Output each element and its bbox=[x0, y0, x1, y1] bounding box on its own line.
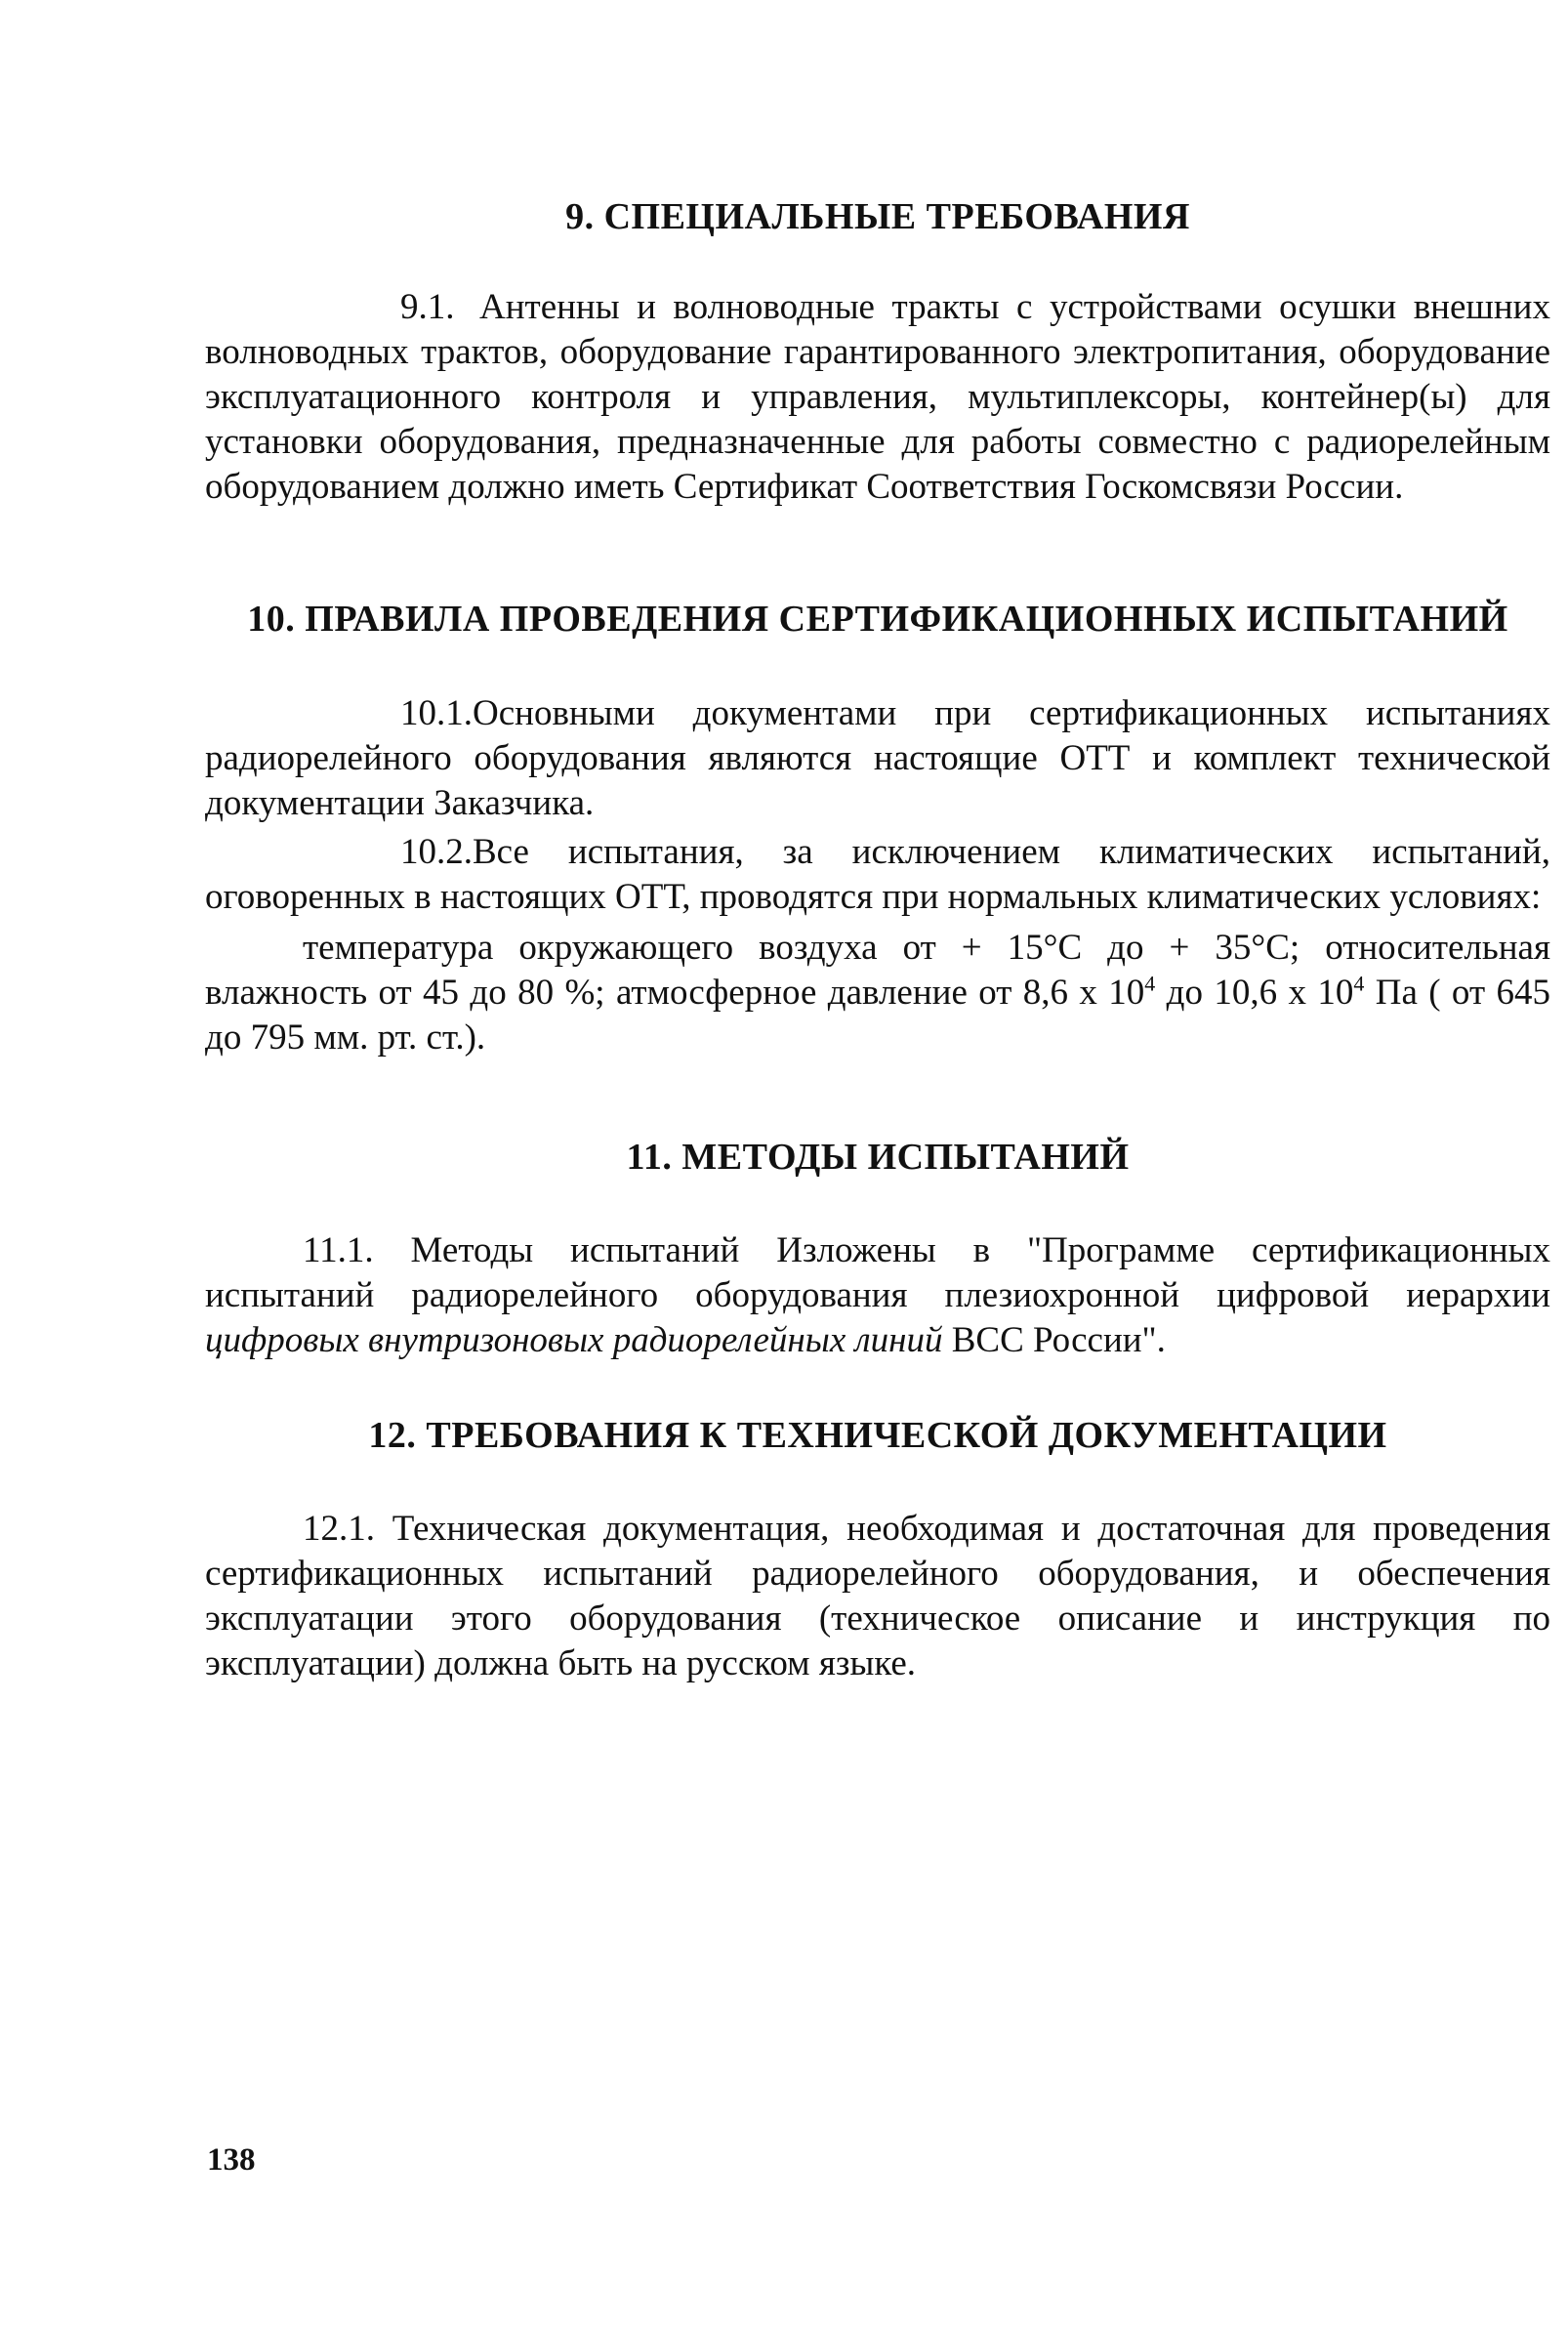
paragraph-12-1-text: 12.1. Техническая документация, необходимая и достаточная для проведения сертификационных испытаний радиорелейного оборудования, и обеспечения эксплуатации этого оборудования (техническое описание и инструкция по эксплуатации) должна быть на русском языке. bbox=[205, 1509, 1550, 1683]
paragraph-10-2-text: Все испытания, за исключением климатических испытаний, оговоренных в настоящих ОТТ, проводятся при нормальных климатических условиях: bbox=[205, 832, 1550, 917]
section-11-body bbox=[205, 1228, 1550, 1363]
paragraph-10-2-number: 10.2. bbox=[400, 832, 473, 872]
paragraph-10-1-text: Основными документами при сертификационных испытаниях радиорелейного оборудования являются настоящие ОТТ и комплект технической документации Заказчика. bbox=[205, 693, 1550, 823]
section-12 bbox=[205, 1414, 1550, 1459]
section-10-body bbox=[205, 691, 1550, 1060]
conditions-part-3: Па ( от 645 до 795 мм. рт. ст.). bbox=[205, 973, 1550, 1058]
paragraph-11-1-text: 11.1. Методы испытаний Изложены в "Программе сертификационных испытаний радиорелейного оборудования плезиохронной цифровой иерархии bbox=[205, 1230, 1550, 1315]
section-9-heading: 9. СПЕЦИАЛЬНЫЕ ТРЕБОВАНИЯ bbox=[565, 196, 1190, 237]
paragraph-10-2 bbox=[205, 830, 1550, 920]
paragraph-12-1 bbox=[205, 1507, 1550, 1686]
section-12-body bbox=[205, 1507, 1550, 1686]
paragraph-11-1-tail: ВСС России". bbox=[942, 1320, 1166, 1360]
paragraph-9-1-text: Антенны и волноводные тракты с устройствами осушки внешних волноводных трактов, оборудование гарантированного электропитания, оборудование эксплуатационного контроля и управления, мультиплексоры, контейнер(ы) для установки оборудования, предназначенные для работы совместно с радиорелейным оборудованием должно иметь Сертификат Соответствия Госкомсвязи России. bbox=[205, 287, 1550, 507]
page-number: 138 bbox=[207, 2142, 256, 2178]
paragraph-11-1 bbox=[205, 1228, 1550, 1363]
section-10-heading: 10. ПРАВИЛА ПРОВЕДЕНИЯ СЕРТИФИКАЦИОННЫХ ИСПЫТАНИЙ bbox=[247, 599, 1508, 640]
section-9 bbox=[205, 195, 1550, 240]
conditions-part-2: до 10,6 х 10 bbox=[1155, 973, 1354, 1013]
conditions-part-1: температура окружающего воздуха от + 15°С до + 35°С; относительная влажность от 45 до 80 %; атмосферное давление от 8,6 х 10 bbox=[205, 928, 1550, 1013]
section-9-body bbox=[205, 285, 1550, 510]
section-11-heading: 11. МЕТОДЫ ИСПЫТАНИЙ bbox=[626, 1137, 1130, 1178]
paragraph-10-1 bbox=[205, 691, 1550, 826]
paragraph-9-1-number: 9.1. bbox=[400, 287, 455, 327]
section-10 bbox=[205, 598, 1550, 643]
paragraph-11-1-italic: цифровых внутризоновых радиорелейных линий bbox=[205, 1320, 943, 1360]
paragraph-10-1-number: 10.1. bbox=[400, 693, 473, 733]
section-12-heading: 12. ТРЕБОВАНИЯ К ТЕХНИЧЕСКОЙ ДОКУМЕНТАЦИИ bbox=[368, 1415, 1387, 1456]
paragraph-10-conditions bbox=[205, 926, 1550, 1060]
section-11 bbox=[205, 1136, 1550, 1181]
paragraph-9-1 bbox=[205, 285, 1550, 510]
exponent-2: 4 bbox=[1353, 971, 1365, 996]
exponent-1: 4 bbox=[1144, 971, 1156, 996]
